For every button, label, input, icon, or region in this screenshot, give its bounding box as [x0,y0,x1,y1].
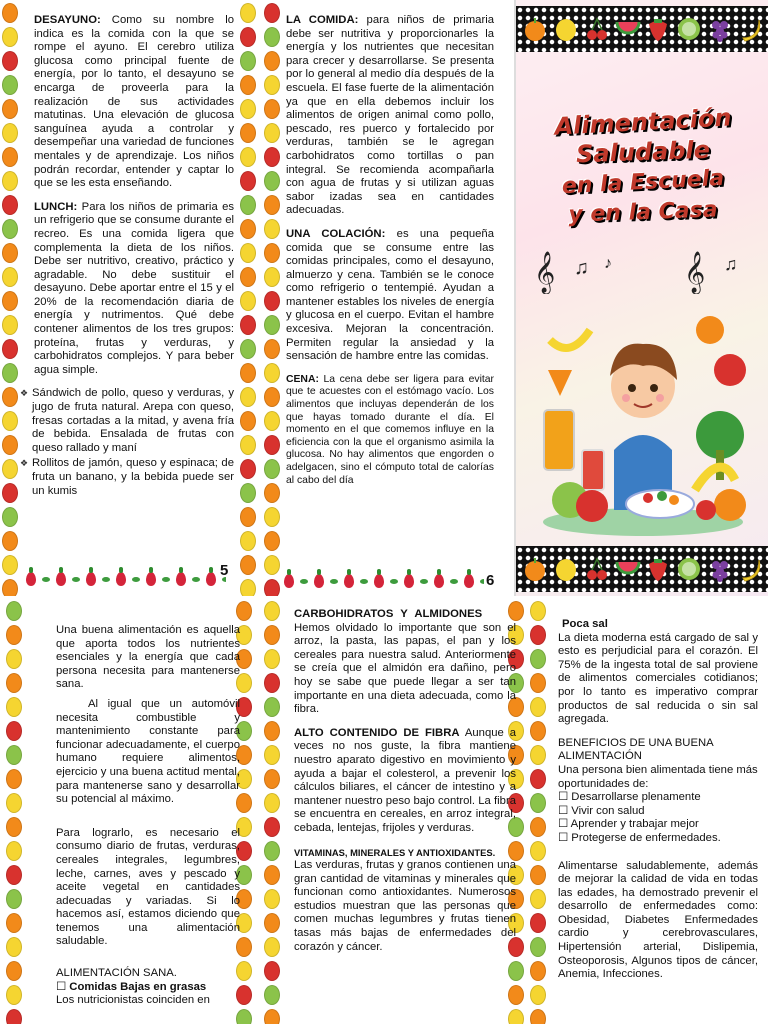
cena-title: CENA: [286,373,319,385]
fruit-icon [240,435,256,455]
fruit-icon [264,3,280,23]
leaf-icon [72,577,80,582]
fruit-icon [264,1009,280,1024]
fruit-icon [530,721,546,741]
fruit-icon [240,123,256,143]
fruit-stack [0,3,20,596]
fruit-icon [264,99,280,119]
leaf-icon [390,579,398,584]
fruit-icon [2,195,18,215]
fruit-icon [530,601,546,621]
desayuno-title: DESAYUNO: [34,14,101,26]
fruit-icon [240,267,256,287]
fibra-title: ALTO CONTENIDO DE FIBRA [294,726,460,739]
fruit-icon [6,889,22,909]
fruit-icon [240,3,256,23]
fruit-icon [530,817,546,837]
fruit-icon [240,507,256,527]
fruit-stack [528,601,548,1024]
fruit-icon [6,865,22,885]
leaf-icon [330,579,338,584]
fruit-icon [264,961,280,981]
leaf-icon [132,577,140,582]
consumo-paragraph: Para lograrlo, es necesario el consumo diario de frutas, verduras, cereales integrales, legumbres, leche, carnes, aves y pescado y aceite vegetal en cantidades adecuadas y variadas. Si lo hacemos así, estamos diciendo que tenemos una alimentación saludable. [56,826,240,948]
fruit-icon [2,579,18,596]
lime-icon [675,549,703,589]
fruit-icon [530,841,546,861]
comida-body: para niños de primaria debe ser nutritiva y proporcionarles la energía y los nutrientes que necesitan para crecer y desarrollarse. Se presenta por lo general al medio día después de la escuela. El fase fuerte de la alimentación ya que en ella debemos incluir los alimentos de origen animal como pollo, pescado, res puerco y fortalecido por verduras, también se le agregan carbohidratos como tortillas o pan integral. Se recomienda acompañarla con agua de frutas y si utilizan aguas sabor izadas sea en cantidades adecuadas. [286,14,495,217]
fruit-banner-bottom [516,546,768,592]
fruit-icon [2,99,18,119]
fruit-icon [530,649,546,669]
list-item: ☐ Aprender y trabajar mejor [558,818,699,831]
fruit-icon [530,865,546,885]
radish-icon [176,572,186,586]
poca-sal-body: La dieta moderna está cargado de sal y esto es perjudicial para el corazón. El 75% de la ingesta total de sal proviene de alimentos comerciales cotidianos; por lo tanto es imperativo comprar productos de sal reducida o sin sal agregada. [558,631,758,726]
beneficios-list [558,791,758,845]
page-carbohidratos [258,598,528,1024]
fruit-icon [530,1009,546,1024]
fruit-stack [238,3,258,596]
radish-icon [86,572,96,586]
grapes-icon [706,549,734,589]
page-number: 6 [486,572,495,589]
fruit-border-left [4,598,24,1024]
fruit-icon [264,483,280,503]
fruit-icon [264,697,280,717]
fruit-icon [240,99,256,119]
fruit-icon [508,985,524,1005]
leaf-icon [162,577,170,582]
child-eating-illustration [530,300,756,540]
lunch-body: Para los niños de primaria es un refrigerio que se consume durante el recreo. Es una comida ligera que complementa la dieta de los niños. Debe ser nutritivo, creativo, práctico y agradable. No debe sustituir el desayuno. Debe aportar entre el 15 y el 20% de la recomendación diaria de energía y nutrimentos. Qué debe contener alimentos de los tres grupos: proteína, frutas y verduras, y carbohidratos complejos. Y para beber agua simple. [34,200,235,376]
fruit-icon [264,291,280,311]
fruit-icon [264,817,280,837]
fruit-icon [6,649,22,669]
fruit-icon [6,625,22,645]
radish-icon [116,572,126,586]
fruit-icon [2,411,18,431]
fruit-icon [264,435,280,455]
fruit-icon [264,721,280,741]
fruit-icon [264,147,280,167]
fruit-icon [236,1009,252,1024]
checkbox-icon: ☐ [558,791,572,804]
radish-vine-decoration [284,568,484,594]
radish-icon [314,574,324,588]
svg-text:𝄞: 𝄞 [534,252,556,293]
radish-icon [404,574,414,588]
fruit-icon [264,315,280,335]
fruit-icon [530,793,546,813]
title-line: Alimentación [553,103,733,141]
intro-paragraph: Una buena alimentación es aquella que aporta todos los nutrientes esenciales y la energía que cada persona necesita para mantenerse sana. [56,624,240,691]
grasas-item: ☐ Comidas Bajas en grasas [56,980,207,993]
lemon-icon [552,549,580,589]
fruit-icon [264,123,280,143]
radish-icon [344,574,354,588]
fruit-icon [2,363,18,383]
fruit-icon [264,865,280,885]
cut-line: Los nutricionistas coinciden en [56,994,210,1007]
strawberry-icon [644,549,672,589]
leaf-icon [360,579,368,584]
fruit-icon [530,673,546,693]
page-b3-text [558,618,758,992]
banana-icon [737,549,765,589]
fruit-icon [6,697,22,717]
fruit-icon [264,579,280,596]
fruit-icon [264,411,280,431]
fruit-icon [2,27,18,47]
radish-icon [464,574,474,588]
fruit-icon [240,219,256,239]
fruit-icon [6,601,22,621]
fruit-icon [6,961,22,981]
checkbox-icon: ☐ [558,804,572,817]
fruit-icon [6,937,22,957]
leaf-icon [102,577,110,582]
fruit-icon [240,363,256,383]
fruit-icon [264,459,280,479]
radish-icon [374,574,384,588]
page-number: 5 [220,562,229,579]
orange-icon [521,9,549,49]
fruit-icon [264,913,280,933]
watermelon-icon [614,549,642,589]
radish-icon [206,572,216,586]
fruit-icon [240,411,256,431]
fruit-icon [264,625,280,645]
page-b2-text [294,608,516,964]
page-5 [0,0,258,596]
watermelon-icon [614,9,642,49]
fruit-icon [2,291,18,311]
alimentacion-sana-title: ALIMENTACIÓN SANA. [56,967,177,980]
fruit-icon [264,387,280,407]
fruit-icon [240,195,256,215]
fruit-icon [264,507,280,527]
grapes-icon [706,9,734,49]
lunch-title: LUNCH: [34,200,78,213]
list-item: ☐ Vivir con salud [558,804,645,817]
fruit-icon [264,555,280,575]
fruit-icon [530,937,546,957]
fruit-icon [240,27,256,47]
fruit-icon [2,339,18,359]
leaf-icon [300,579,308,584]
music-notes-icon [534,244,754,294]
fruit-icon [2,243,18,263]
fruit-icon [240,555,256,575]
fruit-icon [236,601,252,621]
fruit-icon [264,75,280,95]
fruit-icon [264,219,280,239]
fruit-icon [240,51,256,71]
cherries-icon [583,549,611,589]
fruit-icon [2,171,18,191]
fruit-icon [264,363,280,383]
fruit-icon [264,195,280,215]
colacion-title: UNA COLACIÓN: [286,227,386,240]
leaf-icon [42,577,50,582]
fruit-icon [530,745,546,765]
page-6 [258,0,514,596]
fruit-icon [6,1009,22,1024]
page-5-text [34,14,234,500]
cover-page [514,0,768,596]
svg-text:♪: ♪ [604,255,612,272]
fruit-icon [6,769,22,789]
fruit-icon [6,745,22,765]
fruit-icon [264,889,280,909]
fruit-icon [6,721,22,741]
page-buena-alimentacion [0,598,258,1024]
carbohidratos-body: Hemos olvidado lo importante que son el arroz, la pasta, las papas, el pan y los cereales para nuestra salud. Anteriormente se creía que el almidón era dañino, pero hoy se sabe que puede llegar a ser tan importante en una dieta adecuada, como la fibra. [294,621,516,716]
fruit-stack [262,3,282,596]
list-item: ❖ Sándwich de pollo, queso y verduras, y jugo de fruta natural. Arepa con queso, fresas cortadas a la mitad, y avena fría de bebida. Ensalada de frutas con queso rallado y maní [20,387,234,455]
fruit-icon [2,75,18,95]
fruit-icon [264,601,280,621]
svg-text:𝄞: 𝄞 [684,252,706,293]
checkbox-icon: ☐ [558,818,571,831]
fruit-icon [2,483,18,503]
fruit-icon [240,483,256,503]
fruit-icon [530,889,546,909]
leaf-icon [192,577,200,582]
cena-body: La cena debe ser ligera para evitar que te acuestes con el estómago vacío. Los alimentos que incluyas dependerán de los que hayas tomado durante el día. El momento en el que comemos influye en la eficiencia con la que el organismo asimila la glucosa. No hay alimentos que engorden o adelgacen, sino el cómputo total de calorías al cabo del día [286,373,495,486]
list-item: ❖ Rollitos de jamón, queso y espinaca; de fruta un banano, y la bebida puede ser un kumis [20,457,234,498]
page-b1-text [56,624,240,1008]
fruit-icon [264,841,280,861]
fruit-icon [240,171,256,191]
cherries-icon [583,9,611,49]
fruit-icon [2,51,18,71]
fruit-icon [6,913,22,933]
radish-icon [434,574,444,588]
fruit-icon [530,769,546,789]
fruit-icon [2,219,18,239]
lemon-icon [552,9,580,49]
page-6-text [286,14,494,497]
fruit-icon [240,75,256,95]
fruit-icon [240,243,256,263]
vitaminas-body: Las verduras, frutas y granos contienen una gran cantidad de vitaminas y minerales que funcionan como antioxidantes. Numerosos estudios muestran que las personas que comen muchas legumbres y frutas tienen tasas más bajas de enfermedades del corazón y cáncer. [294,859,516,953]
list-item: ☐ Desarrollarse plenamente [558,791,701,804]
fruit-icon [2,3,18,23]
radish-icon [146,572,156,586]
fruit-icon [6,841,22,861]
strawberry-icon [644,9,672,49]
radish-icon [26,572,36,586]
fruit-icon [264,171,280,191]
title-line: en la Escuela [561,165,725,200]
orange-icon [521,549,549,589]
fruit-icon [264,673,280,693]
leaf-icon [480,579,484,584]
fruit-icon [6,817,22,837]
fruit-icon [240,387,256,407]
fruit-stack [262,601,282,1024]
carbohidratos-title: CARBOHIDRATOS Y ALMIDONES [294,608,483,620]
fruit-icon [2,459,18,479]
fruit-icon [2,555,18,575]
fruit-icon [240,147,256,167]
fruit-icon [240,531,256,551]
fruit-icon [2,507,18,527]
title-line: Saludable [575,135,711,169]
beneficios-title: BENEFICIOS DE UNA BUENA ALIMENTACIÓN [558,736,714,763]
prevencion-paragraph: Alimentarse saludablemente, además de mejorar la calidad de vida en todas las edades, ha demostrado prevenir el desarrollo de enfermedades como: Obesidad, Diabetes Enfermedades cardio y cerebrovasculares, Hipertensión arterial, Dislipemia, Osteoporosis, Algunos tipos de cáncer, Anemia, Infecciones. [558,859,758,981]
fruit-icon [2,267,18,287]
fruit-icon [264,27,280,47]
fruit-icon [264,243,280,263]
fruit-icon [264,745,280,765]
fruit-icon [508,1009,524,1024]
svg-text:♫: ♫ [574,257,589,279]
banana-icon [737,9,765,49]
page-poca-sal [528,598,768,1024]
leaf-icon [450,579,458,584]
fruit-icon [530,985,546,1005]
svg-text:♫: ♫ [724,254,738,274]
fruit-icon [530,625,546,645]
fruit-icon [2,435,18,455]
fruit-icon [264,985,280,1005]
lime-icon [675,9,703,49]
fruit-banner-top [516,6,768,52]
fruit-icon [240,459,256,479]
fruit-icon [530,961,546,981]
desayuno-body: Como su nombre lo indica es la comida con la que se rompe el ayuno. El cerebro utiliza glucosa como principal fuente de energía, por lo tanto, el desayuno se encarga de proveerla para la realización de sus actividades matutinas. Una elevación de glucosa sanguínea ayuda a controlar y desempeñar una variedad de funciones mentales y de aprendizaje. Los niños podrán recordar, entender y captar lo que se les esta enseñando. [34,14,235,190]
fruit-stack [4,601,24,1024]
fruit-border-left [0,0,20,596]
title-line: y en la Casa [567,197,719,228]
fruit-border-left [528,598,548,1024]
car-analogy-paragraph: Al igual que un automóvil necesita combustible y mantenimiento constante para funcionar adecuadamente, el cuerpo humano requiere alimentos, ejercicio y una buena actitud mental, para mantenerse sano y desarrollar su potencial al máximo. [56,697,240,806]
fruit-border-left [262,598,282,1024]
radish-icon [284,574,294,588]
fruit-icon [264,531,280,551]
fruit-icon [264,793,280,813]
radish-icon [56,572,66,586]
fruit-icon [264,937,280,957]
list-item: ☐ Protegerse de enfermedades. [558,831,721,844]
leaf-icon [420,579,428,584]
fruit-icon [240,579,256,596]
fruit-icon [530,697,546,717]
fruit-icon [2,531,18,551]
fibra-body: Aunque a veces no nos guste, la fibra mantiene nuestro aparato digestivo en movimiento y ayuda a bajar el colesterol, a prevenir los cálculos biliares, el cáncer de intestino y a mantener nuestro peso bajo control. La fibra se encuentra en cereales, en arroz integral, cebada, lentejas, frijoles y verduras. [294,726,517,834]
fruit-icon [240,315,256,335]
lunch-examples-list [20,387,234,498]
fruit-icon [6,673,22,693]
fruit-icon [6,793,22,813]
fruit-icon [264,769,280,789]
poca-sal-title: Poca sal [562,618,608,630]
fruit-icon [264,267,280,287]
radish-vine-decoration [26,566,226,592]
fruit-icon [530,913,546,933]
comida-title: LA COMIDA: [286,14,359,26]
checkbox-icon: ☐ [56,980,70,993]
checkbox-icon: ☐ [558,831,572,844]
fruit-icon [240,339,256,359]
fruit-icon [264,649,280,669]
fruit-icon [240,291,256,311]
fruit-icon [2,315,18,335]
cover-title [516,103,768,238]
fruit-border-right [238,0,258,596]
vitaminas-title: VITAMINAS, MINERALES Y ANTIOXIDANTES. [294,846,496,858]
fruit-icon [264,339,280,359]
fruit-icon [264,51,280,71]
fruit-icon [2,387,18,407]
colacion-body: es una pequeña comida que se consume entre las comidas principales, como el desayuno, almuerzo y cena. También se le conoce como refrigerio o tentempié. Ayudan a mantener estables los niveles de energía y glucosa en el cuerpo. Evitan el hambre excesiva. Mejoran la concentración. Permiten regular la ansiedad y la sensación de hambre entre las comidas. [286,227,494,363]
beneficios-intro: Una persona bien alimentada tiene más oportunidades de: [558,763,758,790]
fruit-icon [6,985,22,1005]
fruit-icon [2,123,18,143]
fruit-icon [2,147,18,167]
fruit-border-left [262,0,282,596]
